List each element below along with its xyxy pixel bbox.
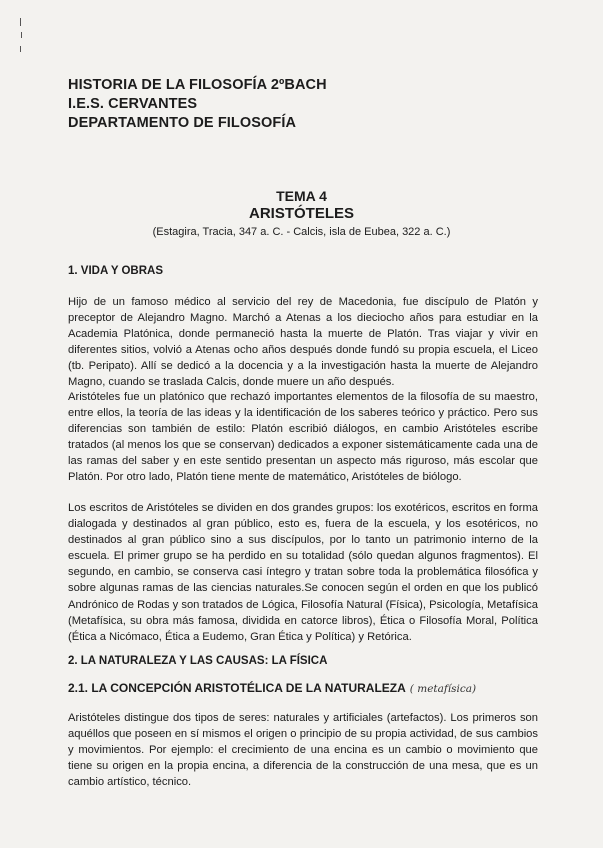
section-heading-2: 2. LA NATURALEZA Y LAS CAUSAS: LA FÍSICA: [68, 655, 328, 667]
header-course: HISTORIA DE LA FILOSOFÍA 2ºBACH: [68, 77, 327, 93]
paragraph-escritos: [68, 500, 538, 645]
tema-number: TEMA 4: [276, 188, 327, 204]
page-subtitle: (Estagira, Tracia, 347 a. C. - Calcis, isla de Eubea, 322 a. C.): [152, 226, 451, 238]
document-header: [68, 76, 327, 133]
section-heading-1: 1. VIDA Y OBRAS: [68, 265, 164, 277]
paragraph-seres: [68, 710, 538, 790]
subsection-heading: [68, 681, 476, 695]
paragraph-text: Aristóteles distingue dos tipos de seres: naturales y artificiales (artefactos). Los primeros son aquéllos que poseen en sí mismos el origen o principio de su propia actividad, de sus cambios y movimientos. Por ejemplo: el crecimiento de una encina es un cambio o movimiento que tiene su origen en la propia encina, a diferencia de la construcción de una mesa, que es un cambio artístico, técnico.: [68, 712, 538, 789]
handwritten-note: ( metafísica): [409, 683, 477, 695]
paragraph-text: Aristóteles fue un platónico que rechazó importantes elementos de la filosofía de su maestro, entre ellos, la teoría de las ideas y la identificación de los saberes teórico y práctico. Pero sus diferencias son también de estilo: Platón escribió diálogos, en cambio Aristóteles escribe tratados (al menos los que se conservan) dedicados a exponer sistemáticamente cada una de las ramas del saber y en este sentido presentan un aspecto más riguroso, más escolar que Platón. Por otro lado, Platón tiene mente de matemático, Aristóteles de biólogo.: [68, 391, 538, 484]
subsection-title: 2.1. LA CONCEPCIÓN ARISTOTÉLICA DE LA NATURALEZA: [68, 681, 406, 695]
paragraph-vida: [68, 294, 538, 391]
header-school: I.E.S. CERVANTES: [68, 96, 198, 112]
page-title: ARISTÓTELES: [248, 205, 354, 222]
paragraph-text: Los escritos de Aristóteles se dividen en dos grandes grupos: los exotéricos, escritos en forma dialogada y destinados al gran público, esto es, fuera de la escuela, y los esotéricos, no destinados al gran público sino a sus discípulos, por lo tanto un patrimonio interno de la escuela. El primer grupo se ha perdido en su totalidad (sólo quedan algunos fragmentos). El segundo, en cambio, se conserva casi íntegro y tratan sobre toda la problemática filosófica y sobre algunas ramas de las ciencias naturales.Se conocen según el orden en que los publicó Andrónico de Rodas y son tratados de Lógica, Filosofía Natural (Física), Psicología, Metafísica (Metafísica, su obra más famosa, dividida en catorce libros), Ética o Filosofía Moral, Política (Ética a Nicómaco, Ética a Eudemo, Gran Ética y Política) y Retórica.: [68, 502, 538, 643]
paragraph-diferencias: [68, 389, 538, 486]
header-department: DEPARTAMENTO DE FILOSOFÍA: [68, 115, 297, 131]
paragraph-text: Hijo de un famoso médico al servicio del rey de Macedonia, fue discípulo de Platón y preceptor de Alejandro Magno. Marchó a Atenas a los dieciocho años para estudiar en la Academia Platónica, donde permaneció hasta la muerte de Platón. Tras viajar y vivir en diferentes sitios, volvió a Atenas ocho años después donde fundó su propia escuela, el Liceo (tb. Peripato). Allí se dedicó a la docencia y a la investigación hasta la muerte de Alejandro Magno, cuando se traslada Calcis, donde muere un año después.: [68, 296, 538, 389]
